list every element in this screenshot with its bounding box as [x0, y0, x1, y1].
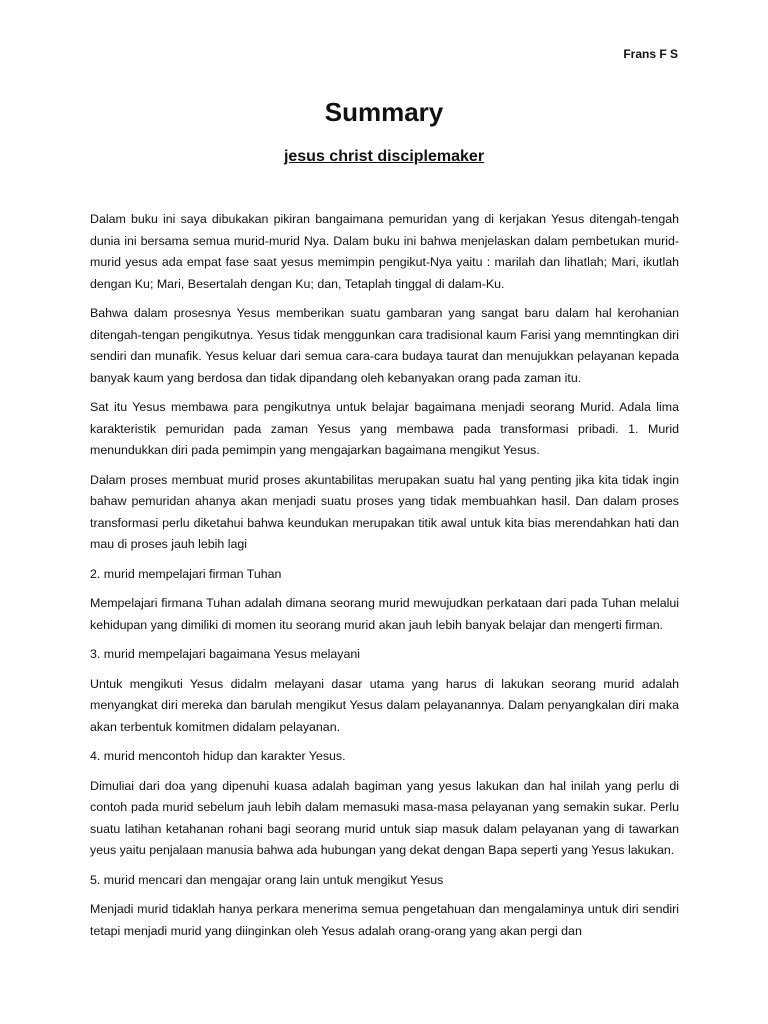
page-title: Summary — [324, 97, 444, 127]
paragraph: Dalam proses membuat murid proses akuntabilitas merupakan suatu hal yang penting jika kita tidak ingin bahaw pemuridan ahanya akan menjadi suatu proses yang tidak membuahkan hasil. Dan dalam proses transformasi perlu diketahui bahwa keundukan merupakan titik awal untuk kita bias merendahkan hati dan mau di proses jauh lebih lagi — [90, 472, 679, 551]
paragraph: Dalam buku ini saya dibukakan pikiran bangaimana pemuridan yang di kerjakan Yesus ditengah-tengah dunia ini bersama semua murid-murid Nya. Dalam buku ini bahwa menjelaskan dalam pembetukan murid-murid yesus ada empat fase saat yesus memimpin pengikut-Nya yaitu : marilah dan lihatlah; Mari, ikutlah dengan Ku; Mari, Besertalah dengan Ku; dan, Tetaplah tinggal di dalam-Ku. — [90, 212, 679, 291]
paragraph: Bahwa dalam prosesnya Yesus memberikan suatu gambaran yang sangat baru dalam hal kerohanian ditengah-tengan pengikutnya. Yesus tidak menggunkan cara tradisional kaum Farisi yang memntingkan diri sendiri dan munafik. Yesus keluar dari semua cara-cara budaya taurat dan menujukkan pelayanan kepada banyak kaum yang berdosa dan tidak dipandang oleh kebanyakan orang pada zaman itu. — [90, 306, 679, 385]
author-name: Frans F S — [623, 47, 678, 61]
section-heading: 5. murid mencari dan mengajar orang lain untuk mengikut Yesus — [90, 872, 444, 887]
paragraph: Menjadi murid tidaklah hanya perkara menerima semua pengetahuan dan mengalaminya untuk diri sendiri tetapi menjadi murid yang diinginkan oleh Yesus adalah orang-orang yang akan pergi dan — [90, 902, 679, 938]
section-heading: 4. murid mencontoh hidup dan karakter Yesus. — [90, 749, 346, 763]
document-body — [90, 209, 679, 950]
paragraph: Mempelajari firmana Tuhan adalah dimana seorang murid mewujudkan perkataan dari pada Tuhan melalui kehidupan yang dimiliki di momen itu seorang murid akan jauh lebih banyak belajar dan mengerti firman. — [90, 596, 679, 632]
section-heading: 2. murid mempelajari firman Tuhan — [90, 566, 282, 581]
section-heading: 3. murid mempelajari bagaimana Yesus melayani — [90, 647, 360, 661]
paragraph: Untuk mengikuti Yesus didalm melayani dasar utama yang harus di lakukan seorang murid adalah menyangkat diri mereka dan barulah mengikut Yesus dalam pelayanannya. Dalam penyangkalan diri maka akan terbentuk komitmen didalam pelayanan. — [90, 676, 679, 734]
paragraph: Sat itu Yesus membawa para pengikutnya untuk belajar bagaimana menjadi seorang Murid. Adala lima karakteristik pemuridan pada zaman Yesus yang membawa pada transformasi pribadi. 1. Murid menundukkan diri pada pemimpin yang mengajarkan bagaimana mengikut Yesus. — [90, 400, 679, 457]
page-subtitle: jesus christ disciplemaker — [283, 148, 485, 165]
paragraph: Dimuliai dari doa yang dipenuhi kuasa adalah bagiman yang yesus lakukan dan hal inilah yang perlu di contoh pada murid sebelum jauh lebih dalam memasuki masa-masa pelayanan yang semakin sukar. Perlu suatu latihan ketahanan rohani bagi seorang murid untuk siap masuk dalam pelayanan yang di tawarkan yeus yaitu penjalaan manusia bahwa ada hubungan yang dekat dengan Bapa seperti yang Yesus lakukan. — [90, 778, 679, 857]
